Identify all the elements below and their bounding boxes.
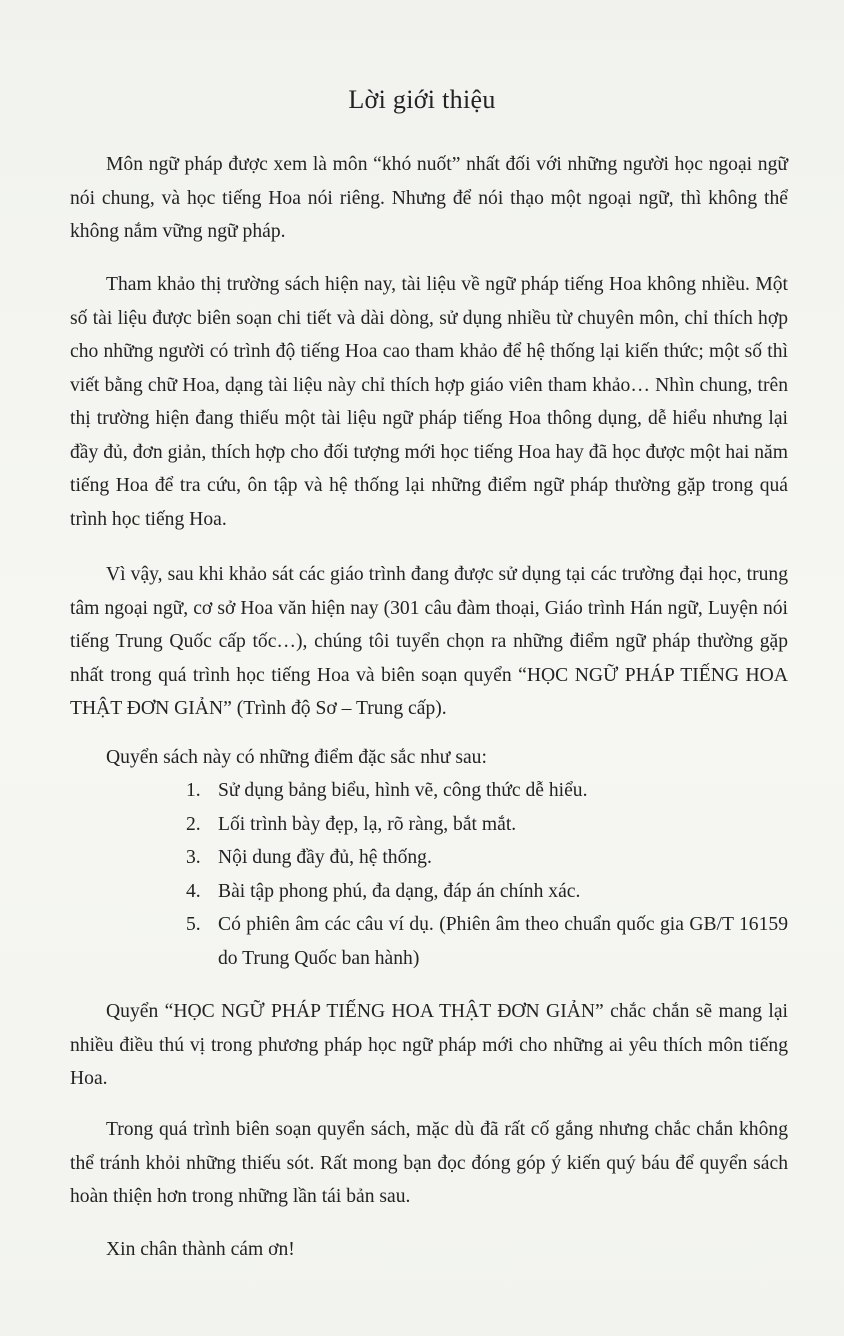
list-item-number: 3. [186,847,201,868]
closing-line: Xin chân thành cám ơn! [106,1239,295,1260]
list-item-number: 4. [186,880,201,902]
intro-paragraph-3: Vì vậy, sau khi khảo sát các giáo trình đang được sử dụng tại các trường đại học, trung tâm ngoại ngữ, cơ sở Hoa văn hiện nay (301 câu đàm thoại, Giáo trình Hán ngữ, Luyện nói tiếng Trung Quốc cấp tốc…), chúng tôi tuyển chọn ra những điểm ngữ pháp thường gặp nhất trong quá trình học tiếng Hoa và biên soạn quyển “HỌC NGỮ PHÁP TIẾNG HOA THẬT ĐƠN GIẢN” (Trình độ Sơ – Trung cấp). [70,564,788,719]
list-item-number: 2. [186,813,201,835]
list-item-text: Nội dung đầy đủ, hệ thống. [218,847,432,868]
list-item-text: Sử dụng bảng biểu, hình vẽ, công thức dễ hiểu. [218,780,588,801]
list-item-text: Có phiên âm các câu ví dụ. (Phiên âm theo chuẩn quốc gia GB/T 16159 do Trung Quốc ban hành) [218,914,788,969]
list-item [186,841,788,875]
list-item-text: Bài tập phong phú, đa dạng, đáp án chính xác. [218,880,581,902]
intro-paragraph-5: Quyển “HỌC NGỮ PHÁP TIẾNG HOA THẬT ĐƠN GIẢN” chắc chắn sẽ mang lại nhiều điều thú vị trong phương pháp học ngữ pháp mới cho những ai yêu thích môn tiếng Hoa. [70,1001,788,1089]
list-item [186,774,788,808]
features-list [186,774,788,975]
intro-paragraph-1: Môn ngữ pháp được xem là môn “khó nuốt” nhất đối với những người học ngoại ngữ nói chung, và học tiếng Hoa nói riêng. Nhưng để nói thạo một ngoại ngữ, thì không thể không nắm vững ngữ pháp. [70,154,788,242]
features-intro: Quyển sách này có những điểm đặc sắc như sau: [106,747,487,768]
list-item [186,808,788,842]
page-title: Lời giới thiệu [348,85,496,114]
intro-paragraph-6: Trong quá trình biên soạn quyển sách, mặc dù đã rất cố gắng nhưng chắc chắn không thể tránh khỏi những thiếu sót. Rất mong bạn đọc đóng góp ý kiến quý báu để quyển sách hoàn thiện hơn trong những lần tái bản sau. [70,1119,788,1207]
list-item-number: 1. [186,780,201,801]
list-item-number: 5. [186,914,201,935]
intro-paragraph-2: Tham khảo thị trường sách hiện nay, tài liệu về ngữ pháp tiếng Hoa không nhiều. Một số tài liệu được biên soạn chi tiết và dài dòng, sử dụng nhiều từ chuyên môn, chỉ thích hợp cho những người có trình độ tiếng Hoa cao tham khảo để hệ thống lại kiến thức; một số thì viết bằng chữ Hoa, dạng tài liệu này chỉ thích hợp giáo viên tham khảo… Nhìn chung, trên thị trường hiện đang thiếu một tài liệu ngữ pháp tiếng Hoa thông dụng, dễ hiểu nhưng lại đầy đủ, đơn giản, thích hợp cho đối tượng mới học tiếng Hoa hay đã học được một hai năm tiếng Hoa để tra cứu, ôn tập và hệ thống lại những điểm ngữ pháp thường gặp trong quá trình học tiếng Hoa. [70,274,788,530]
list-item-text: Lối trình bày đẹp, lạ, rõ ràng, bắt mắt. [218,813,517,835]
list-item [186,875,788,909]
list-item [186,908,788,975]
